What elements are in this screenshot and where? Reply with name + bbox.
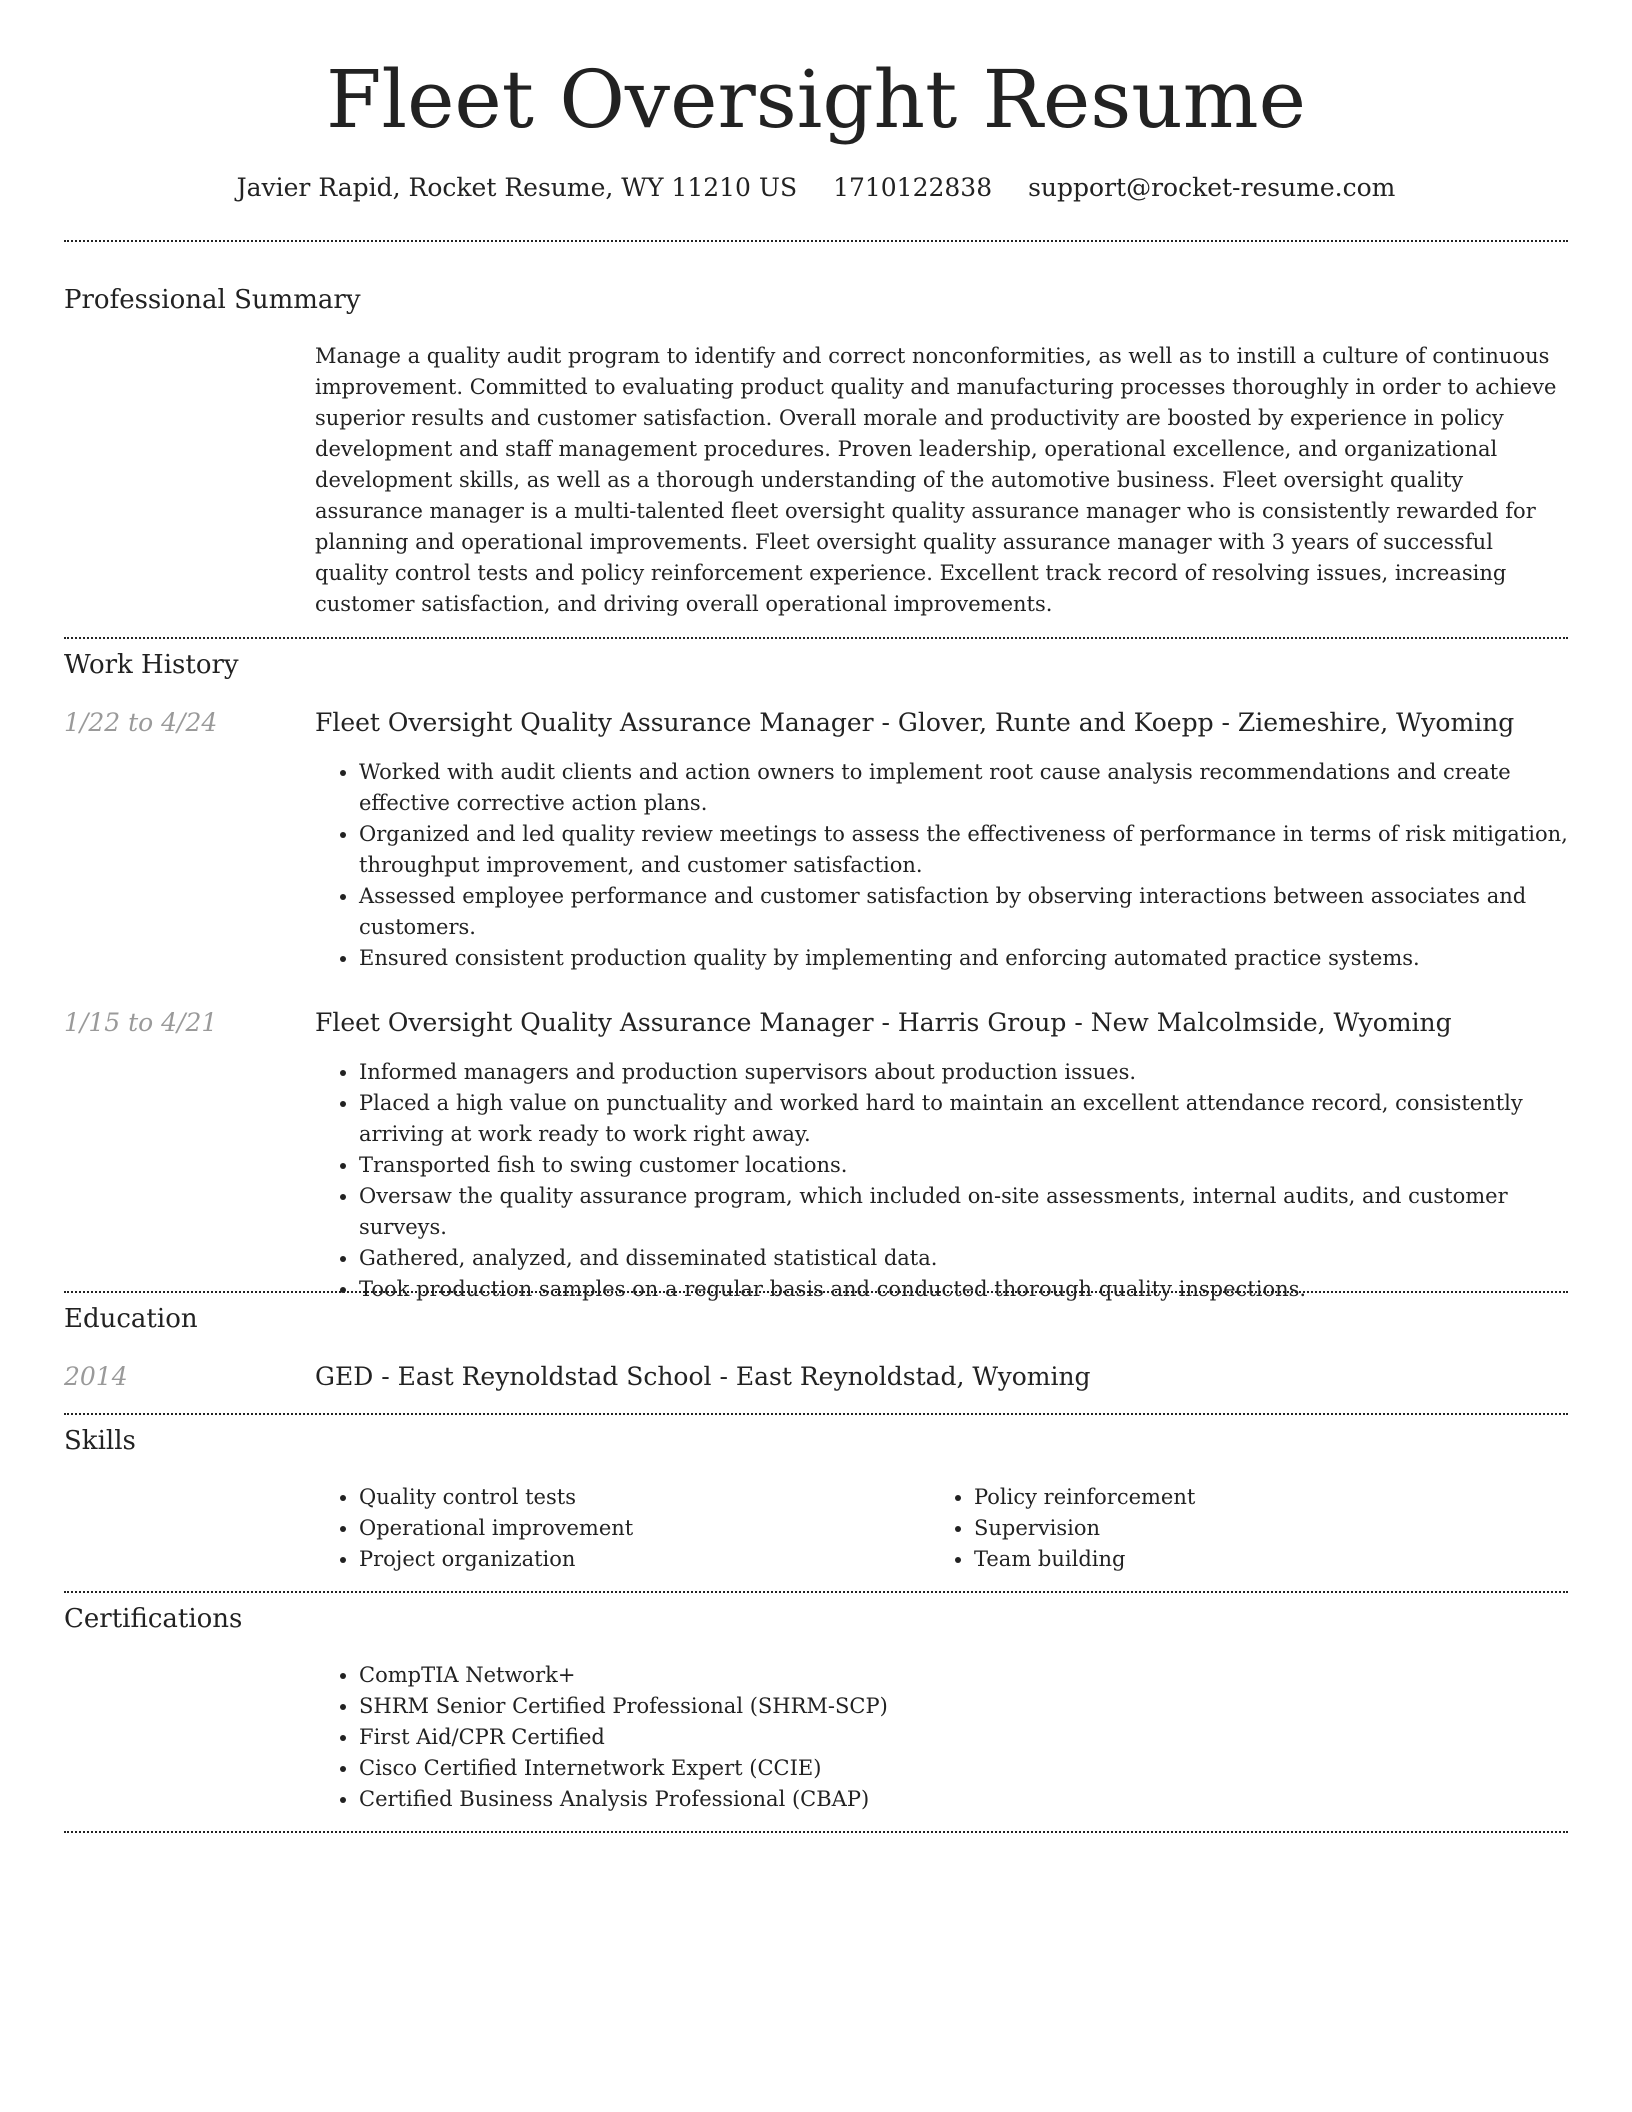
job-bullet: • Informed managers and production supervisors about production issues. xyxy=(359,1057,1568,1088)
summary-heading: Professional Summary xyxy=(64,285,361,315)
job-title: Fleet Oversight Quality Assurance Manager - Harris Group - New Malcolmside, Wyoming xyxy=(315,1008,1452,1037)
certification-item: • First Aid/CPR Certified xyxy=(359,1722,1568,1753)
certification-item: • SHRM Senior Certified Professional (SHRM-SCP) xyxy=(359,1691,1568,1722)
section-divider xyxy=(64,240,1568,242)
section-divider xyxy=(64,1591,1568,1593)
job-bullet: • Ensured consistent production quality by implementing and enforcing automated practice systems. xyxy=(359,943,1568,974)
skill-item: • Quality control tests xyxy=(359,1482,930,1513)
job-bullet: • Gathered, analyzed, and disseminated statistical data. xyxy=(359,1243,1568,1274)
skill-item: • Policy reinforcement xyxy=(974,1482,1545,1513)
job-bullet-list xyxy=(315,1057,1568,1305)
skill-item: • Operational improvement xyxy=(359,1513,930,1544)
job-bullet: • Took production samples on a regular basis and conducted thorough quality inspections. xyxy=(359,1274,1568,1305)
certification-item: • Cisco Certified Internetwork Expert (CCIE) xyxy=(359,1753,1568,1784)
section-divider xyxy=(64,1413,1568,1415)
section-divider xyxy=(64,1291,1568,1293)
education-heading: Education xyxy=(64,1304,198,1334)
certification-item: • Certified Business Analysis Professional (CBAP) xyxy=(359,1784,1568,1815)
skills-list-right xyxy=(930,1482,1545,1575)
job-bullet: • Organized and led quality review meetings to assess the effectiveness of performance in terms of risk mitigation, throughput improvement, and customer satisfaction. xyxy=(359,819,1568,881)
certification-item: • CompTIA Network+ xyxy=(359,1660,1568,1691)
job-bullet: • Worked with audit clients and action owners to implement root cause analysis recommendations and create effective corrective action plans. xyxy=(359,757,1568,819)
certifications-list xyxy=(315,1660,1568,1815)
section-divider xyxy=(64,1831,1568,1833)
contact-phone: 1710122838 xyxy=(833,173,993,202)
job-bullet: • Oversaw the quality assurance program, which included on-site assessments, internal audits, and customer surveys. xyxy=(359,1181,1568,1243)
skill-item: • Supervision xyxy=(974,1513,1545,1544)
job-bullet: • Transported fish to swing customer locations. xyxy=(359,1150,1568,1181)
summary-text: Manage a quality audit program to identify and correct nonconformities, as well as to instill a culture of continuous improvement. Committed to evaluating product quality and manufacturing processes thoroughly in order to achieve superior results and customer satisfaction. Overall morale and productivity are boosted by experience in policy development and staff management procedures. Proven leadership, operational excellence, and organizational development skills, as well as a thorough understanding of the automotive business. Fleet oversight quality assurance manager is a multi-talented fleet oversight quality assurance manager who is consistently rewarded for planning and operational improvements. Fleet oversight quality assurance manager with 3 years of successful quality control tests and policy reinforcement experience. Excellent track record of resolving issues, increasing customer satisfaction, and driving overall operational improvements. xyxy=(315,344,1557,616)
work-history-heading: Work History xyxy=(64,650,239,680)
job-bullet: • Assessed employee performance and customer satisfaction by observing interactions between associates and customers. xyxy=(359,881,1568,943)
skill-item: • Project organization xyxy=(359,1544,930,1575)
job-dates: 1/22 to 4/24 xyxy=(64,708,218,737)
certifications-heading: Certifications xyxy=(64,1604,243,1634)
job-dates: 1/15 to 4/21 xyxy=(64,1008,218,1037)
contact-email: support@rocket-resume.com xyxy=(1028,173,1396,202)
contact-line xyxy=(0,172,1632,204)
job-bullet-list xyxy=(315,757,1568,974)
contact-address: Javier Rapid, Rocket Resume, WY 11210 US xyxy=(236,173,798,202)
job-title: Fleet Oversight Quality Assurance Manager - Glover, Runte and Koepp - Ziemeshire, Wyoming xyxy=(315,708,1515,737)
skills-list-left xyxy=(315,1482,930,1575)
education-entry: GED - East Reynoldstad School - East Reynoldstad, Wyoming xyxy=(315,1362,1091,1391)
page-title: Fleet Oversight Resume xyxy=(325,53,1307,146)
skills-heading: Skills xyxy=(64,1426,136,1456)
section-divider xyxy=(64,637,1568,639)
skill-item: • Team building xyxy=(974,1544,1545,1575)
job-bullet: • Placed a high value on punctuality and worked hard to maintain an excellent attendance record, consistently arriving at work ready to work right away. xyxy=(359,1088,1568,1150)
education-year: 2014 xyxy=(64,1362,128,1391)
